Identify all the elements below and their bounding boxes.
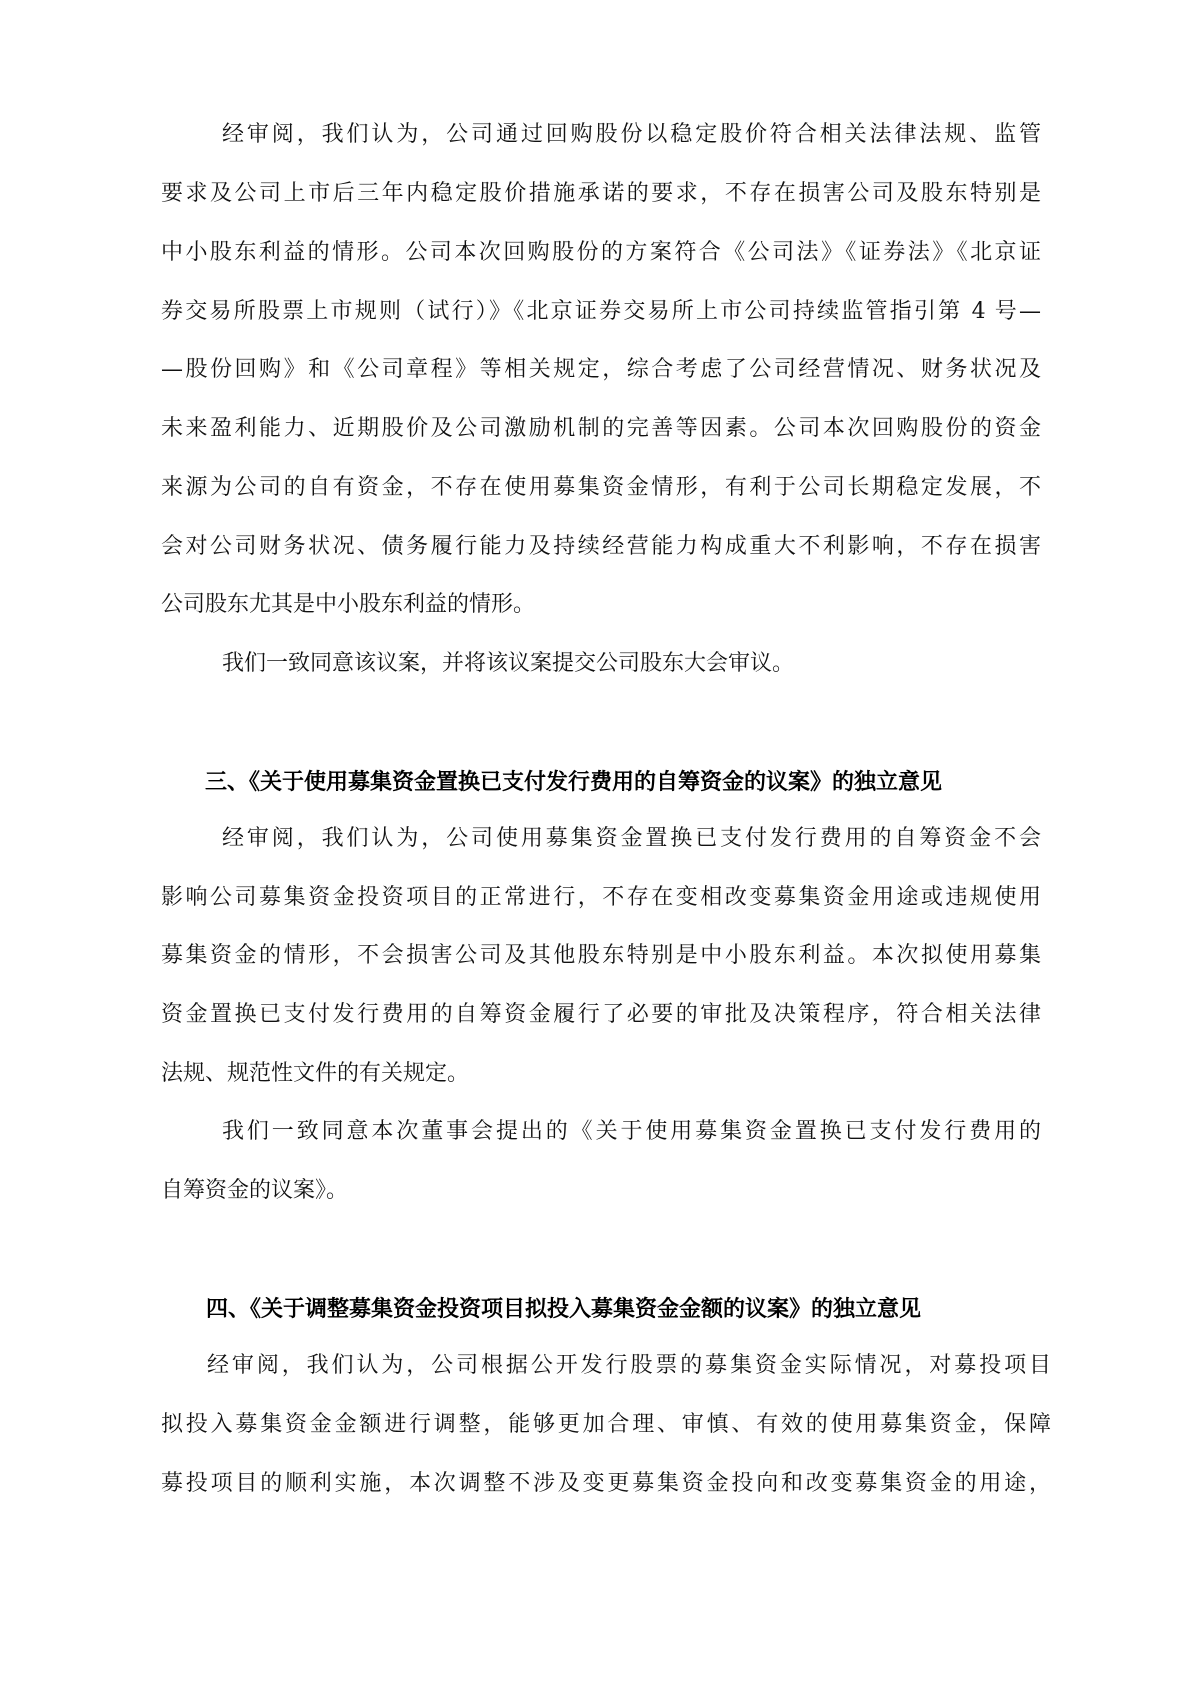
paragraph-line: 法规、规范性文件的有关规定。 <box>161 1061 470 1086</box>
paragraph-line: 影响公司募集资金投资项目的正常进行，不存在变相改变募集资金用途或违规使用 <box>161 885 1041 910</box>
paragraph-line: 公司股东尤其是中小股东利益的情形。 <box>161 592 536 617</box>
paragraph-line: 未来盈利能力、近期股价及公司激励机制的完善等因素。公司本次回购股份的资金 <box>161 416 1041 441</box>
paragraph-line: 募集资金的情形，不会损害公司及其他股东特别是中小股东利益。本次拟使用募集 <box>161 943 1041 968</box>
paragraph-line: 经审阅，我们认为，公司通过回购股份以稳定股价符合相关法律法规、监管 <box>222 122 1041 147</box>
paragraph-line: —股份回购》和《公司章程》等相关规定，综合考虑了公司经营情况、财务状况及 <box>161 357 1041 382</box>
paragraph-line: 经审阅，我们认为，公司使用募集资金置换已支付发行费用的自筹资金不会 <box>222 826 1041 851</box>
paragraph-line: 募投项目的顺利实施，本次调整不涉及变更募集资金投向和改变募集资金的用途， <box>161 1471 1051 1496</box>
section-heading: 三、《关于使用募集资金置换已支付发行费用的自筹资金的议案》的独立意见 <box>205 769 943 795</box>
paragraph-line: 中小股东利益的情形。公司本次回购股份的方案符合《公司法》《证券法》《北京证 <box>161 240 1041 265</box>
paragraph-line: 要求及公司上市后三年内稳定股价措施承诺的要求，不存在损害公司及股东特别是 <box>161 181 1041 206</box>
paragraph-line: 来源为公司的自有资金，不存在使用募集资金情形，有利于公司长期稳定发展，不 <box>161 475 1041 500</box>
paragraph-line: 资金置换已支付发行费用的自筹资金履行了必要的审批及决策程序，符合相关法律 <box>161 1002 1041 1027</box>
paragraph-line: 拟投入募集资金金额进行调整，能够更加合理、审慎、有效的使用募集资金，保障 <box>161 1412 1051 1437</box>
paragraph-line: 经审阅，我们认为，公司根据公开发行股票的募集资金实际情况，对募投项目 <box>207 1353 1051 1378</box>
paragraph-line: 券交易所股票上市规则（试行）》《北京证券交易所上市公司持续监管指引第 4 号— <box>161 299 1041 324</box>
paragraph-line: 会对公司财务状况、债务履行能力及持续经营能力构成重大不利影响，不存在损害 <box>161 534 1041 559</box>
paragraph-text: 我们一致同意该议案，并将该议案提交公司股东大会审议。 <box>222 651 795 676</box>
section-heading: 四、《关于调整募集资金投资项目拟投入募集资金金额的议案》的独立意见 <box>206 1296 922 1322</box>
paragraph-line: 我们一致同意本次董事会提出的《关于使用募集资金置换已支付发行费用的 <box>222 1119 1041 1144</box>
paragraph-line: 自筹资金的议案》。 <box>161 1178 349 1203</box>
